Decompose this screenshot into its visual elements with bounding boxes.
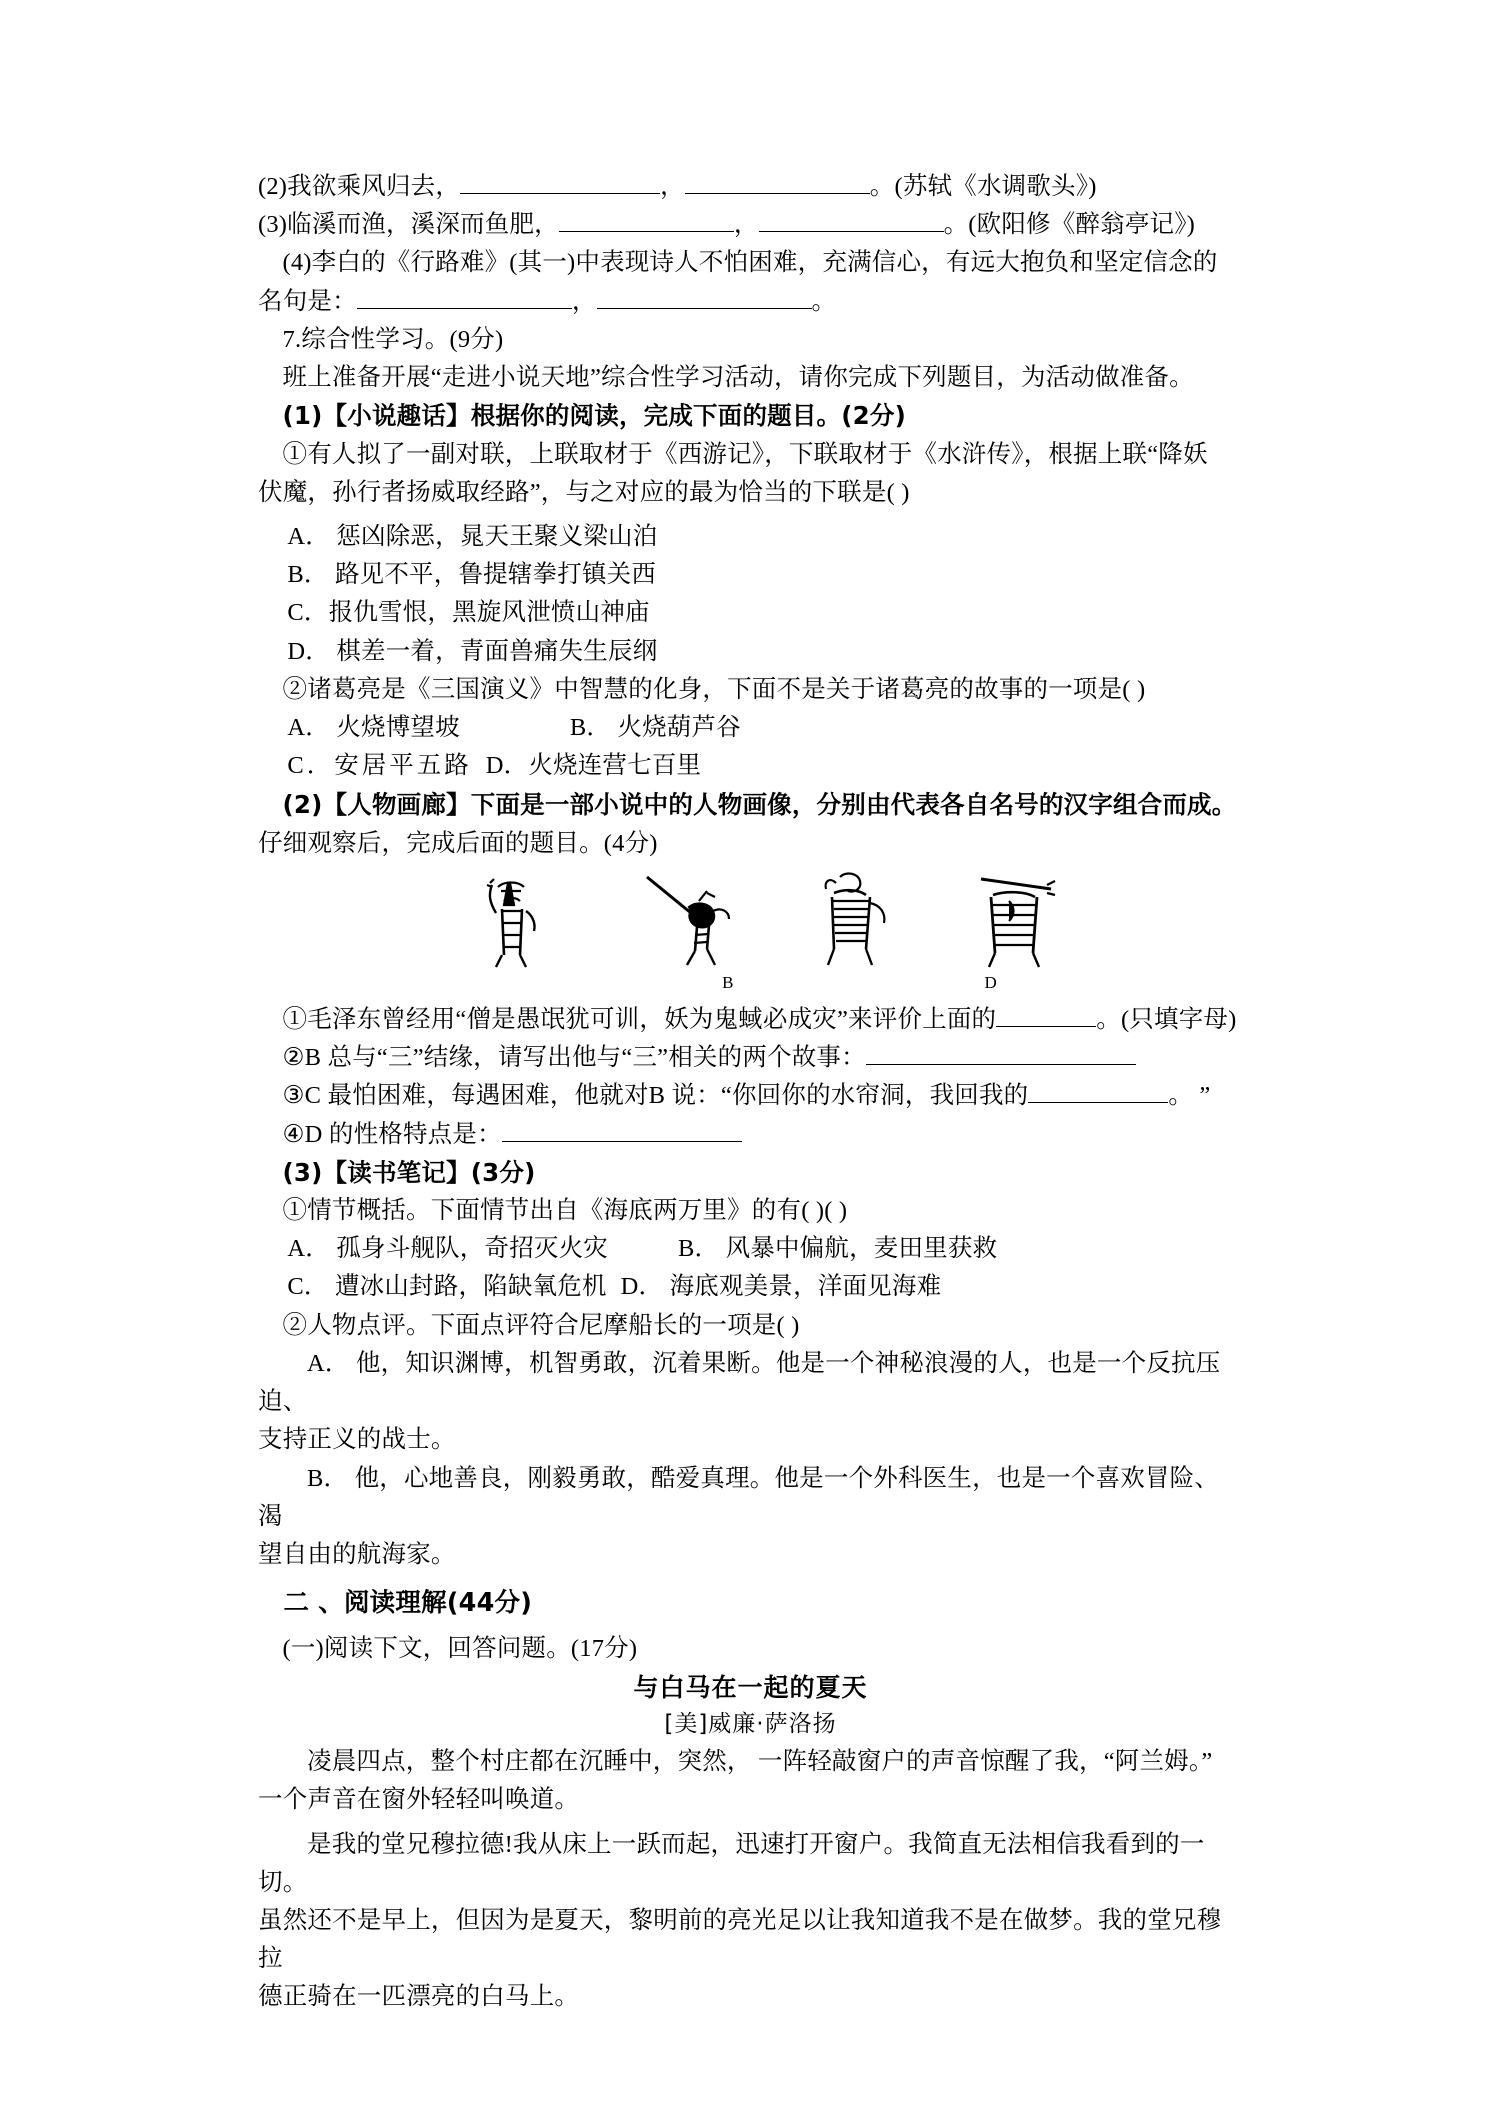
option-c-3[interactable]: C． 遭冰山封路，陷缺氧危机 bbox=[287, 1273, 607, 1301]
answer-blank[interactable] bbox=[559, 231, 734, 232]
answer-blank[interactable] bbox=[759, 231, 944, 232]
option-a-4-line1[interactable]: A． 他，知识渊博，机智勇敢，沉着果断。他是一个神秘浪漫的人，也是一个反抗压迫、 bbox=[258, 1349, 1221, 1416]
q6-2-text-pre: (2)我欲乘风归去， bbox=[258, 173, 461, 200]
paragraph-1-line1: 凌晨四点，整个村庄都在沉睡中，突然， 一阵轻敲窗户的声音惊醒了我，“阿兰姆。” bbox=[307, 1748, 1213, 1776]
options-row-5 bbox=[258, 1268, 1243, 1306]
option-b-4-line2: 望自由的航海家。 bbox=[258, 1541, 456, 1568]
options-row-4 bbox=[258, 1230, 1243, 1268]
answer-blank[interactable] bbox=[357, 308, 572, 309]
option-d-1[interactable]: D． 棋差一着，青面兽痛失生辰纲 bbox=[287, 637, 658, 665]
question-7-1-2: ②诸葛亮是《三国演义》中智慧的化身，下面不是关于诸葛亮的故事的一项是( ) bbox=[282, 675, 1146, 703]
answer-blank[interactable] bbox=[1028, 1102, 1168, 1103]
question-7-intro: 班上准备开展“走进小说天地”综合性学习活动，请你完成下列题目，为活动做准备。 bbox=[282, 364, 1194, 392]
reading-intro: (一)阅读下文，回答问题。(17分) bbox=[282, 1634, 638, 1662]
options-row-2 bbox=[258, 709, 1243, 747]
options-row-3 bbox=[258, 747, 1243, 785]
q6-4-text-mid: ， bbox=[571, 287, 597, 315]
option-d-3[interactable]: D． 海底观美景，洋面见海难 bbox=[620, 1273, 942, 1301]
q7-2-3-text-pre: ③C 最怕困难，每遇困难，他就对B 说：“你回你的水帘洞，我回我的 bbox=[282, 1082, 1029, 1110]
figure-c-label bbox=[800, 973, 905, 993]
answer-blank[interactable] bbox=[996, 1026, 1096, 1027]
question-7-2-2 bbox=[258, 1039, 1243, 1077]
answer-blank[interactable] bbox=[597, 308, 812, 309]
q7-2-2-text-pre: ②B 总与“三”结缘，请写出他与“三”相关的两个故事： bbox=[282, 1044, 866, 1072]
q7-2-1-text-post: 。(只填字母) bbox=[1096, 1005, 1237, 1033]
paragraph-2-line1: 是我的堂兄穆拉德!我从床上一跃而起，迅速打开窗户。我简直无法相信我看到的一切。 bbox=[258, 1830, 1205, 1896]
question-7-3-1: ①情节概括。下面情节出自《海底两万里》的有( )( ) bbox=[282, 1197, 848, 1225]
q6-3-text-mid: ， bbox=[733, 211, 759, 239]
character-figures bbox=[258, 871, 1243, 991]
q7-2-text: (2)【人物画廊】下面是一部小说中的人物画像，分别由代表各自名号的汉字组合而成。 bbox=[282, 789, 1237, 819]
figure-c bbox=[800, 871, 905, 991]
question-6-3 bbox=[258, 206, 1243, 244]
document-content bbox=[258, 168, 1243, 2017]
q7-2-3-text-post: 。 ” bbox=[1168, 1082, 1211, 1110]
figure-b-label: B bbox=[722, 972, 734, 992]
option-a-1[interactable]: A． 惩凶除恶，晁天王聚义梁山泊 bbox=[287, 522, 658, 550]
question-7-1-heading: (1)【小说趣话】根据你的阅读，完成下面的题目。(2分) bbox=[282, 401, 906, 431]
answer-blank[interactable] bbox=[685, 193, 870, 194]
question-6-2 bbox=[258, 168, 1243, 206]
option-d-2[interactable]: D．火烧连营七百里 bbox=[485, 752, 702, 780]
option-b-1[interactable]: B． 路见不平，鲁提辖拳打镇关西 bbox=[287, 561, 657, 589]
option-a-2[interactable]: A． 火烧博望坡 bbox=[287, 714, 460, 742]
answer-blank[interactable] bbox=[502, 1141, 742, 1142]
question-7-1-1-line2: 伏魔，孙行者扬威取经路”，与之对应的最为恰当的下联是( ) bbox=[258, 478, 910, 506]
q6-3-text-post: 。(欧阳修《醉翁亭记》) bbox=[943, 211, 1196, 239]
option-b-4-line1[interactable]: B． 他，心地善良，刚毅勇敢，酷爱真理。他是一个外科医生，也是一个喜欢冒险、渴 bbox=[258, 1464, 1220, 1530]
figure-d bbox=[963, 871, 1068, 991]
figure-d-label: D bbox=[984, 972, 997, 992]
q6-2-text-mid: ， bbox=[660, 173, 685, 200]
question-7-2-line1 bbox=[258, 786, 1243, 825]
question-7-3-2: ②人物点评。下面点评符合尼摩船长的一项是( ) bbox=[282, 1311, 800, 1339]
q7-2-4-text-pre: ④D 的性格特点是： bbox=[282, 1120, 502, 1148]
q6-2-text-post: 。(苏轼《水调歌头》) bbox=[869, 173, 1097, 200]
question-7-2-1 bbox=[258, 1001, 1243, 1039]
paragraph-1-line2: 一个声音在窗外轻轻叫唤道。 bbox=[258, 1786, 580, 1814]
option-c-1[interactable]: C．报仇雪恨，黑旋风泄愤山神庙 bbox=[287, 599, 650, 627]
q6-3-text-pre: (3)临溪而渔，溪深而鱼肥， bbox=[258, 211, 559, 239]
figure-a bbox=[474, 871, 579, 991]
option-a-4-line2: 支持正义的战士。 bbox=[258, 1426, 456, 1454]
answer-blank[interactable] bbox=[460, 193, 660, 194]
option-b-3[interactable]: B． 风暴中偏航，麦田里获救 bbox=[678, 1235, 998, 1263]
question-7-3-heading: (3)【读书笔记】(3分) bbox=[282, 1157, 536, 1187]
question-7-2-4 bbox=[258, 1116, 1243, 1154]
paragraph-2-line2: 虽然还不是早上，但因为是夏天，黎明前的亮光足以让我知道我不是在做梦。我的堂兄穆拉 bbox=[258, 1906, 1222, 1973]
figure-a-label bbox=[474, 973, 579, 993]
section-2-title: 二 、阅读理解(44分) bbox=[283, 1588, 533, 1619]
article-author: [美]威廉·萨洛扬 bbox=[664, 1711, 837, 1738]
q6-4-text-post: 。 bbox=[811, 287, 837, 315]
q6-4-text-pre: 名句是： bbox=[258, 287, 357, 315]
article-title: 与白马在一起的夏天 bbox=[633, 1673, 868, 1703]
question-6-4-line2 bbox=[258, 283, 1243, 321]
paragraph-2-line3: 德正骑在一匹漂亮的白马上。 bbox=[258, 1983, 580, 2011]
question-7-title: 7.综合性学习。(9分) bbox=[282, 325, 504, 353]
figure-b bbox=[637, 871, 742, 991]
question-7-2-line2: 仔细观察后，完成后面的题目。(4分) bbox=[258, 829, 658, 857]
question-7-2-3 bbox=[258, 1077, 1243, 1115]
question-6-4-line1: (4)李白的《行路难》(其一)中表现诗人不怕困难，充满信心，有远大抱负和坚定信念的 bbox=[282, 249, 1218, 277]
answer-blank[interactable] bbox=[866, 1064, 1136, 1065]
option-c-2[interactable]: C．安居平五路 bbox=[287, 752, 472, 780]
option-a-3[interactable]: A． 孤身斗舰队，奇招灭火灾 bbox=[287, 1235, 609, 1263]
question-7-1-1-line1: ①有人拟了一副对联，上联取材于《西游记》，下联取材于《水浒传》，根据上联“降妖 bbox=[282, 440, 1208, 468]
q7-2-1-text-pre: ①毛泽东曾经用“僧是愚氓犹可训，妖为鬼蜮必成灾”来评价上面的 bbox=[282, 1005, 997, 1033]
option-b-2[interactable]: B． 火烧葫芦谷 bbox=[569, 714, 741, 742]
